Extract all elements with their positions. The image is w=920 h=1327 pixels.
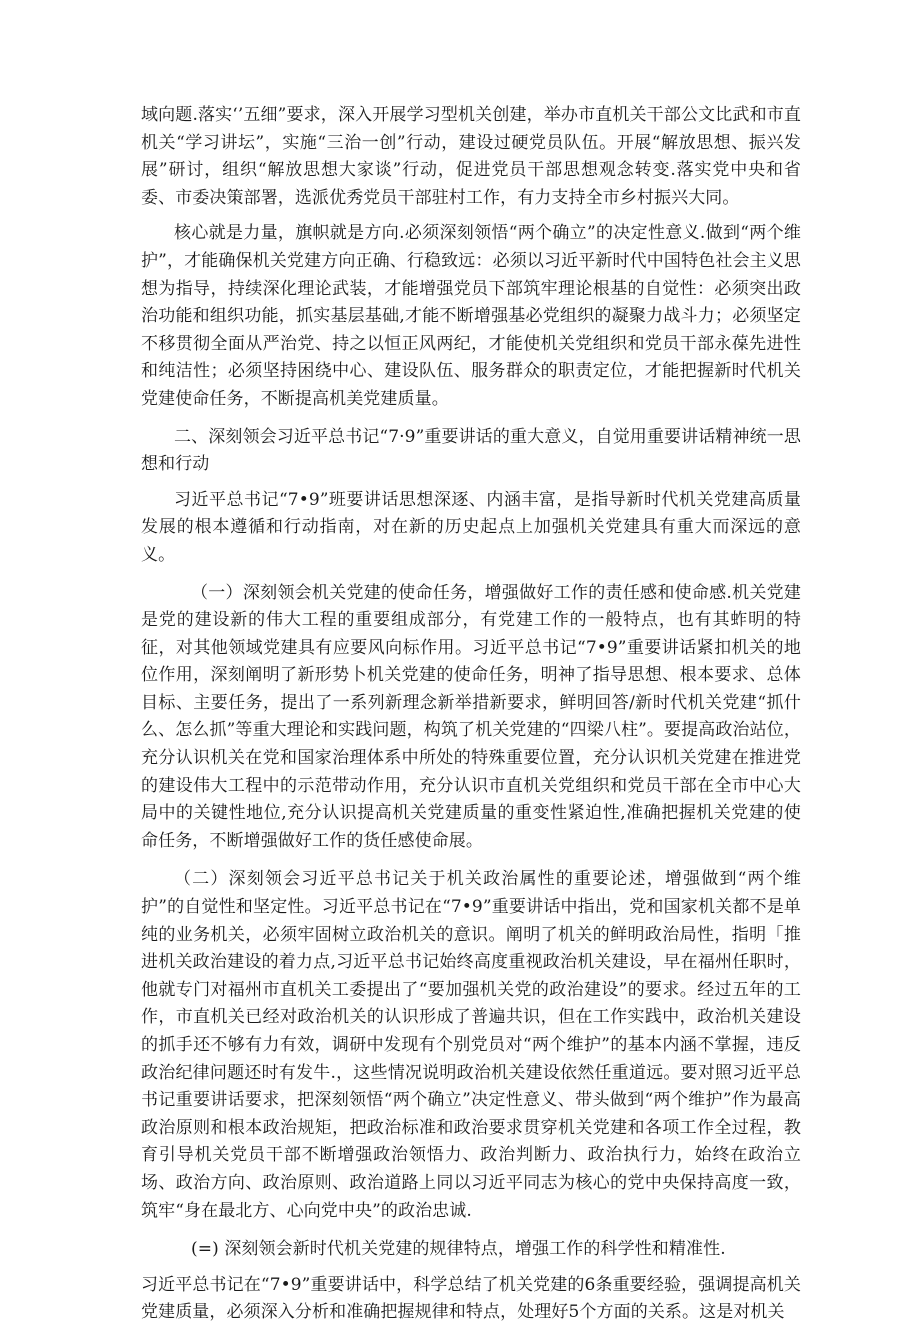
- paragraph-speech-intro: 习近平总书记“7•9”班要讲话思想深逐、内涵丰富，是指导新时代机关党建高质量发展的根本遵循和行动指南，对在新的历史起点上加强机关党建具有重大而深远的意义。: [141, 489, 801, 565]
- section-heading-two: 二、深刻领会习近平总书记“7·9”重要讲话的重大意义，自觉用重要讲话精神统一思想和行动: [141, 426, 801, 475]
- document-page: [141, 102, 801, 1327]
- paragraph-subsection-two: （二）深刻领会习近平总书记关于机关政治属性的重要论述，增强做到“两个维护”的自觉性和坚定性。习近平总书记在“7•9”重要讲话中指出，党和国家机关都不是单纯的业务机关，必须牢固树立政治机关的意识。阐明了机关的鲜明政治局性，指明「推进机关政治建设的着力点,习近平总书记始终高度重视政治机关建设，早在福州任职时，他就专门对福州市直机关工委提出了“要加强机关党的政治建设”的要求。经过五年的工作，市直机关已经对政治机关的认识形成了普遍共识，但在工作实践中，政治机关建设的抓手还不够有力有效，调研中发现有个别党员对“两个维护”的基本内涵不掌握，违反政治纪律问题还时有发牛.，这些情况说明政治机关建设依然任重道远。要对照习近平总书记重要讲话要求，把深刻领悟“两个确立”决定性意义、带头做到“两个维护”作为最高政治原则和根本政治规矩，把政治标准和政治要求贯穿机关党建和各项工作全过程，教育引导机关党员干部不断增强政治领悟力、政治判断力、政治执行力，始终在政治立场、政治方向、政治原则、政治道路上同以习近平同志为核心的党中央保持高度一致，筑牢“身在最北方、心向党中央”的政治忠诚.: [141, 869, 801, 1221]
- subsection-heading-three: (=) 深刻领会新时代机关党建的规律特点，增强工作的科学性和精准性.: [191, 1239, 726, 1260]
- paragraph-continuation: 域向题.落实‘’五细”要求，深入开展学习型机关创建，举办市直机关干部公文比武和市直机关“学习讲坛”，实施“三治一创”行动，建设过硬党员队伍。开展“解放思想、振兴发展”研讨，组织“解放思想大家谈”行动，促进党员干部思想观念转变.落实党中央和省委、市委决策部署，选派优秀党员干部驻村工作，有力支持全市乡村振兴大同。: [141, 105, 801, 208]
- paragraph-core-strength: 核心就是力量，旗帜就是方向.必须深刻领悟“两个确立”的决定性意义.做到“两个维护”，才能确保机关党建方向正确、行稳致远：必须以习近平新时代中国特色社会主义思想为指导，持续深化理论武装，才能增强党员下部筑牢理论根基的自觉性：必须突出政治功能和组织功能，抓实基层基础,才能不断增强基必党组织的凝聚力战斗力；必须坚定不移贯彻全面从严治党、持之以恒正风两纪，才能使机关党组织和党员干部永葆先进性和纯洁性；必须坚持困绕中心、建设队伍、服务群众的职责定位，才能把握新时代机关党建使命任务，不断提高机美党建质量。: [141, 223, 801, 409]
- paragraph-subsection-three: 习近平总书记在“7•9”重要讲话中，科学总结了机关党建的6条重要经验，强调提高机关党建质量，必须深入分析和准确把握规律和特点，处理好5个方面的关系。这是对机关: [141, 1274, 801, 1323]
- paragraph-subsection-one: （一）深刻领会机关党建的使命任务，增强做好工作的责任感和使命感.机关党建是党的建设新的伟大工程的重要组成部分，有党建工作的一般特点，也有其蚱明的特征，对其他领域党建具有应要风向标作用。习近平总书记“7•9”重要讲话紧扣机关的地位作用，深刻阐明了新形势卜机关党建的使命任务，明神了指导思想、根本要求、总体目标、主要任务，提出了一系列新理念新举措新要求，鲜明回答/新时代机关党建“抓什么、怎么抓”等重大理论和实践问题，构筑了机关党建的“四梁八柱”。要提高政治站位，充分认识机关在党和国家治理体系中所处的特殊重要位置，充分认识机关党建在推进党的建设伟大工程中的示范带动作用，充分认识市直机关党组织和党员干部在全市中心大局中的关键性地位,充分认识提高机关党建质量的重变性紧迫性,准确把握机关党建的使命任务，不断增强做好工作的货任感使命展。: [141, 582, 801, 851]
